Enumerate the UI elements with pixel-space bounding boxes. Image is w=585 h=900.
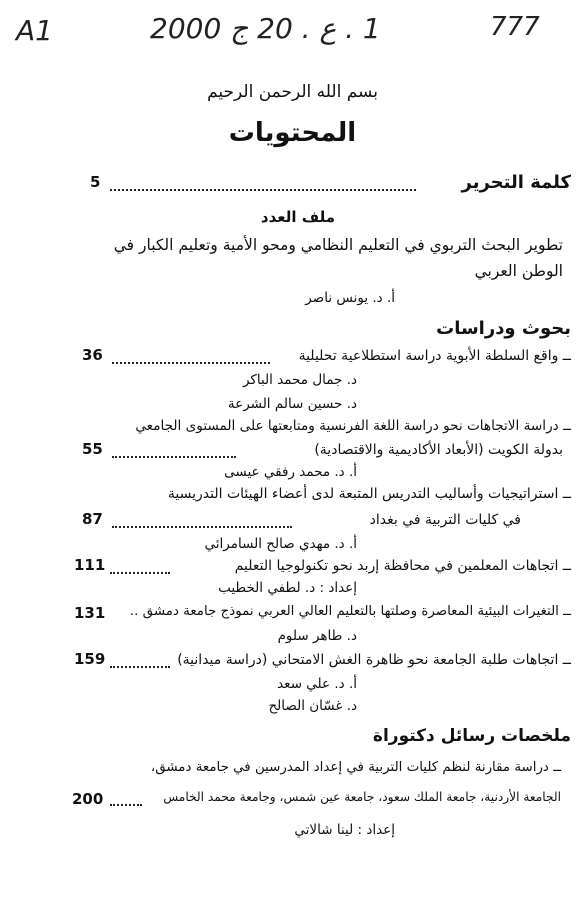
leader-dots xyxy=(110,572,170,574)
article-title: ــ دراسة الاتجاهات نحو دراسة اللغة الفرنسية ومتابعتها على المستوى الجامعي xyxy=(135,418,571,434)
page-number: 55 xyxy=(82,440,103,458)
research-heading: بحوث ودراسات xyxy=(436,318,571,339)
article-title: ــ واقع السلطة الأبوية دراسة استطلاعية تحليلية xyxy=(298,348,571,364)
article-title-line2: في كليات التربية في بغداد xyxy=(369,512,521,528)
article-author: د. حسين سالم الشرعة xyxy=(227,396,357,412)
leader-dots xyxy=(112,526,292,528)
article-author: د. طاهر سلوم xyxy=(277,628,357,644)
article-title: ــ اتجاهات طلبة الجامعة نحو ظاهرة الغش الامتحاني (دراسة ميدانية) xyxy=(177,652,571,668)
article-author: أ. د. مهدي صالح السامرائي xyxy=(204,536,357,552)
article-title-line2: بدولة الكويت (الأبعاد الأكاديمية والاقتصادية) xyxy=(314,442,563,458)
article-title: ــ التغيرات البيئية المعاصرة وصلتها بالتعليم العالي العربي نموذج جامعة دمشق .. xyxy=(129,604,571,619)
page-number: 5 xyxy=(90,173,101,191)
basmala: بسم الله الرحمن الرحيم xyxy=(207,82,378,102)
leader-dots xyxy=(112,456,236,458)
leader-dots xyxy=(110,189,416,191)
article-title: ــ استراتيجيات وأساليب التدريس المتبعة لدى أعضاء الهيئات التدريسية xyxy=(167,486,571,502)
phd-title-line2: الجامعة الأردنية، جامعة الملك سعود، جامعة عين شمس، وجامعة محمد الخامس xyxy=(163,790,561,804)
editorial-label: كلمة التحرير xyxy=(461,172,571,193)
leader-dots xyxy=(112,362,270,364)
page-number: 200 xyxy=(72,790,104,808)
page-number: 111 xyxy=(74,556,106,574)
phd-title: ــ دراسة مقارنة لنظم كليات التربية في إعداد المدرسين في جامعة دمشق، xyxy=(150,760,561,775)
page-number: 36 xyxy=(82,346,103,364)
handwritten-code: A1 xyxy=(16,14,53,47)
page-number: 159 xyxy=(74,650,106,668)
article-author: د. جمال محمد الباكر xyxy=(242,372,357,388)
handwritten-reference: 1 . ع . 20 ج 2000 xyxy=(150,12,381,45)
phd-heading: ملخصات رسائل دكتوراة xyxy=(372,726,571,746)
handwritten-number: 777 xyxy=(490,12,540,42)
leader-dots xyxy=(110,804,142,806)
article-author: أ. د. علي سعد xyxy=(277,676,357,692)
issue-file-author: أ. د. يونس ناصر xyxy=(305,290,395,306)
page-title: المحتويات xyxy=(228,118,357,148)
article-author: د. غسّان الصالح xyxy=(268,698,357,714)
article-author: إعداد : د. لطفي الخطيب xyxy=(218,580,357,596)
phd-author: إعداد : لينا شالاتي xyxy=(294,822,395,838)
issue-file-title-line1: تطوير البحث التربوي في التعليم النظامي ومحو الأمية وتعليم الكبار في xyxy=(113,236,563,254)
page-number: 131 xyxy=(74,604,106,622)
article-title: ــ اتجاهات المعلمين في محافظة إربد نحو تكنولوجيا التعليم xyxy=(234,558,571,574)
issue-file-label: ملف العدد xyxy=(260,208,335,226)
leader-dots xyxy=(110,666,170,668)
issue-file-title-line2: الوطن العربي xyxy=(474,262,563,280)
page-number: 87 xyxy=(82,510,103,528)
article-author: أ. د. محمد رفقي عيسى xyxy=(224,464,357,480)
